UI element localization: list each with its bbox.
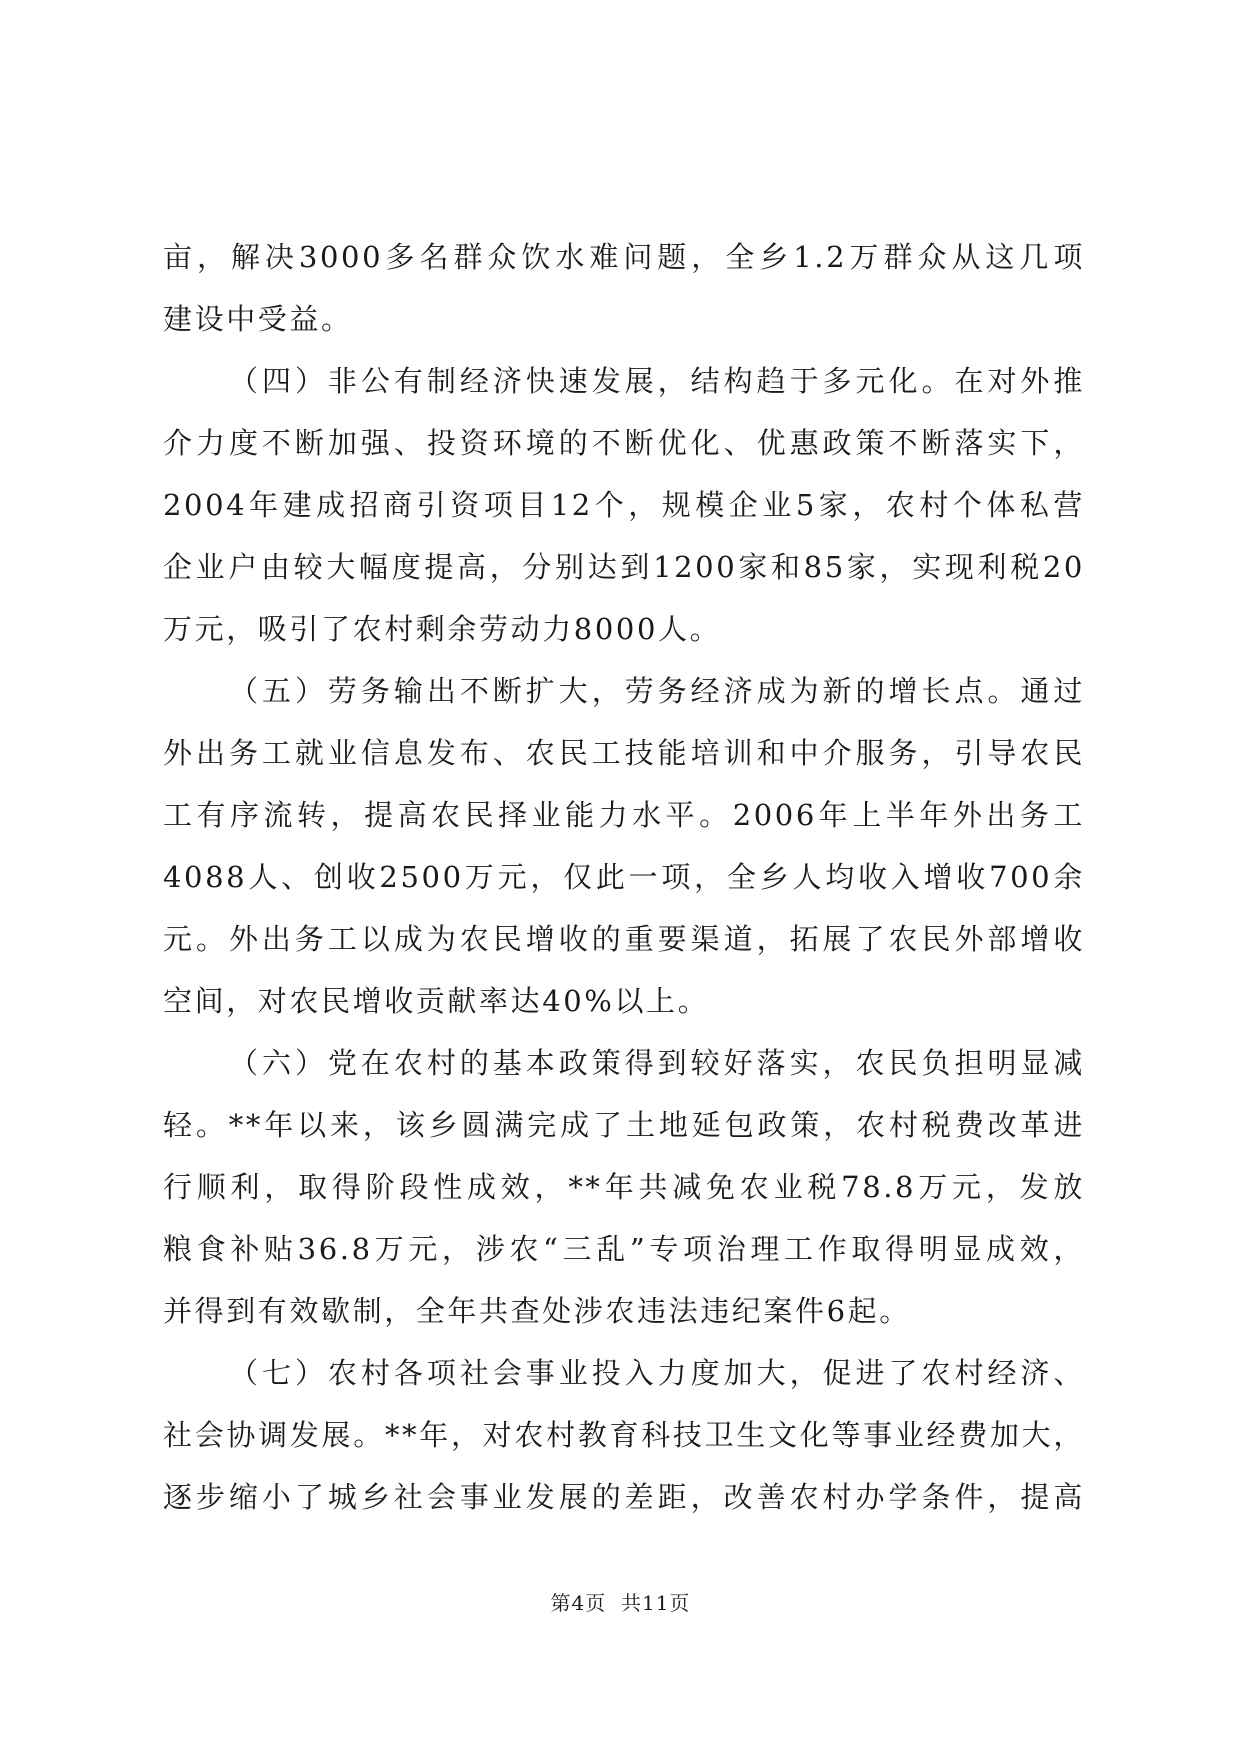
text-line: 4088人、创收2500万元，仅此一项，全乡人均收入增收700余 — [163, 860, 1085, 894]
text-line: 元。外出务工以成为农民增收的重要渠道，拓展了农民外部增收 — [163, 922, 1085, 956]
text-line: 亩，解决3000多名群众饮水难问题，全乡1.2万群众从这几项 — [163, 240, 1085, 274]
text-line: 工有序流转，提高农民择业能力水平。2006年上半年外出务工 — [163, 798, 1085, 832]
text-line: 空间，对农民增收贡献率达40%以上。 — [163, 984, 710, 1018]
paragraph-heading-line: （七）农村各项社会事业投入力度加大，促进了农村经济、 — [229, 1356, 1085, 1390]
paragraph-heading-line: （六）党在农村的基本政策得到较好落实，农民负担明显减 — [229, 1046, 1085, 1080]
text-line: 万元，吸引了农村剩余劳动力8000人。 — [163, 612, 722, 646]
text-line: 建设中受益。 — [163, 302, 353, 336]
text-line: 轻。**年以来，该乡圆满完成了土地延包政策，农村税费改革进 — [163, 1108, 1085, 1142]
document-body — [163, 226, 1085, 1528]
text-line: 行顺利，取得阶段性成效，**年共减免农业税78.8万元，发放 — [163, 1170, 1085, 1204]
text-line: 2004年建成招商引资项目12个，规模企业5家，农村个体私营 — [163, 488, 1085, 522]
text-line: 企业户由较大幅度提高，分别达到1200家和85家，实现利税20 — [163, 550, 1085, 584]
paragraph-heading-line: （四）非公有制经济快速发展，结构趋于多元化。在对外推 — [229, 364, 1085, 398]
page-footer — [0, 1587, 1241, 1616]
paragraph-heading-line: （五）劳务输出不断扩大，劳务经济成为新的增长点。通过 — [229, 674, 1085, 708]
text-line: 并得到有效歇制，全年共查处涉农违法违纪案件6起。 — [163, 1294, 911, 1328]
page-number: 第4页 共11页 — [550, 1591, 691, 1615]
text-line: 逐步缩小了城乡社会事业发展的差距，改善农村办学条件，提高 — [163, 1480, 1085, 1514]
text-line: 粮食补贴36.8万元，涉农“三乱”专项治理工作取得明显成效， — [163, 1232, 1085, 1266]
text-line: 社会协调发展。**年，对农村教育科技卫生文化等事业经费加大， — [163, 1418, 1085, 1452]
text-line: 外出务工就业信息发布、农民工技能培训和中介服务，引导农民 — [163, 736, 1085, 770]
text-line: 介力度不断加强、投资环境的不断优化、优惠政策不断落实下， — [163, 426, 1085, 460]
